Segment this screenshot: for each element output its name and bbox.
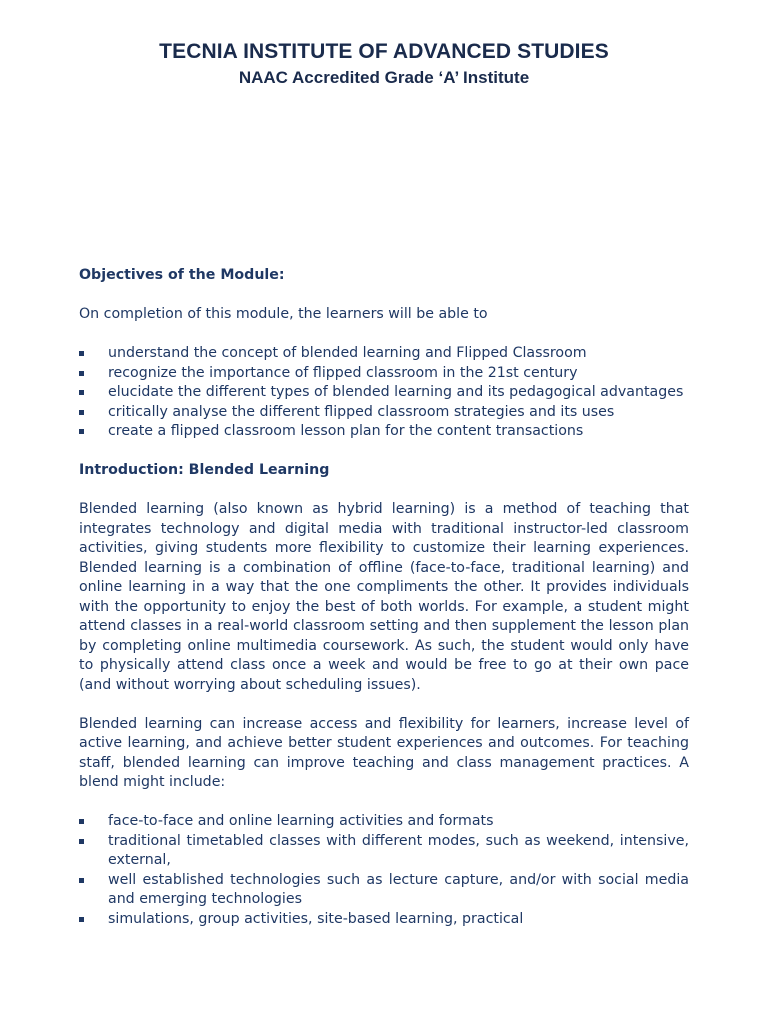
list-item: traditional timetabled classes with different modes, such as weekend, intensive, external, [79,832,689,871]
objectives-heading: Objectives of the Module: [79,267,285,283]
square-bullet-icon [79,878,84,883]
list-item: recognize the importance of flipped classroom in the 21st century [79,364,689,384]
introduction-heading: Introduction: Blended Learning [79,462,330,478]
accreditation-subtitle: NAAC Accredited Grade ‘A’ Institute [238,68,530,87]
list-item: simulations, group activities, site-based learning, practical [79,910,689,930]
introduction-paragraph-1: Blended learning (also known as hybrid learning) is a method of teaching that integrates technology and digital media with traditional instructor-led classroom activities, giving students more flexibility to customize their learning experiences. Blended learning is a combination of offline (face-to-face, traditional learning) and online learning in a way that the one compliments the other. It provides individuals with the opportunity to enjoy the best of both worlds. For example, a student might attend classes in a real-world classroom setting and then supplement the lesson plan by completing online multimedia coursework. As such, the student would only have to physically attend class once a week and would be free to go at their own pace (and without worrying about scheduling issues). [79,501,689,693]
list-item: critically analyse the different flipped classroom strategies and its uses [79,403,689,423]
list-item: understand the concept of blended learning and Flipped Classroom [79,344,689,364]
square-bullet-icon [79,410,84,415]
introduction-paragraph-2: Blended learning can increase access and flexibility for learners, increase level of active learning, and achieve better student experiences and outcomes. For teaching staff, blended learning can improve teaching and class management practices. A blend might include: [79,715,689,790]
square-bullet-icon [79,819,84,824]
list-item: create a flipped classroom lesson plan for the content transactions [79,422,689,442]
square-bullet-icon [79,390,84,395]
list-item: elucidate the different types of blended learning and its pedagogical advantages [79,383,689,403]
document-body [79,266,689,949]
institute-title: TECNIA INSTITUTE OF ADVANCED STUDIES [159,40,609,63]
square-bullet-icon [79,917,84,922]
blend-list [79,812,689,929]
objectives-intro: On completion of this module, the learners will be able to [79,306,488,322]
square-bullet-icon [79,429,84,434]
square-bullet-icon [79,839,84,844]
list-item: face-to-face and online learning activities and formats [79,812,689,832]
square-bullet-icon [79,351,84,356]
objectives-list [79,344,689,442]
list-item: well established technologies such as lecture capture, and/or with social media and emerging technologies [79,871,689,910]
square-bullet-icon [79,371,84,376]
document-header [0,38,768,90]
